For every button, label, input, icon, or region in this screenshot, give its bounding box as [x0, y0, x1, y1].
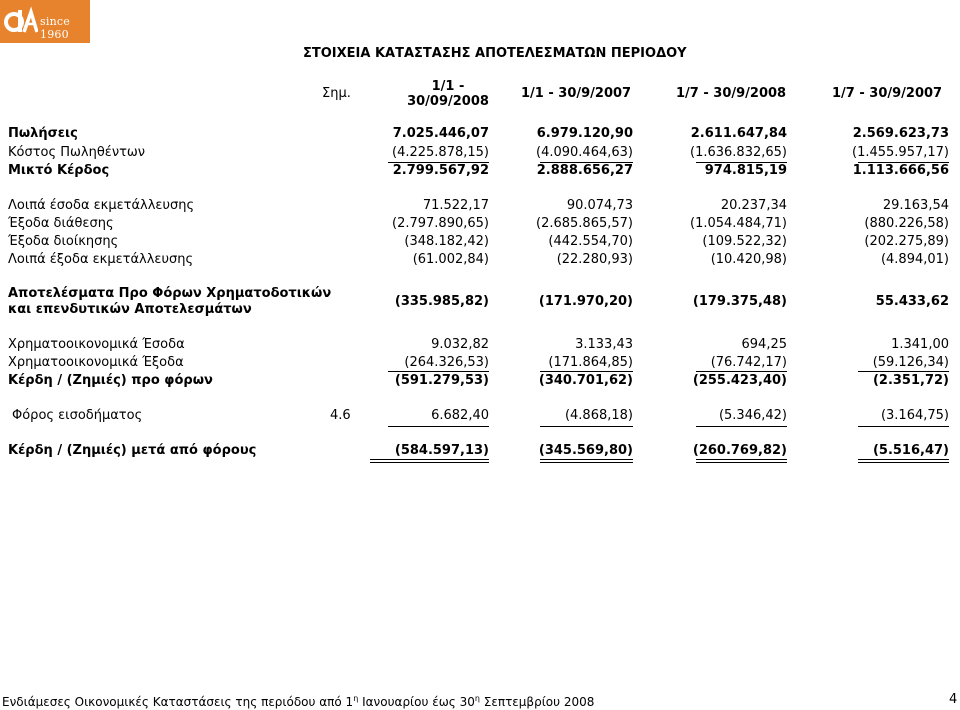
- row-label-operating-result: [8, 286, 331, 318]
- profit-before-tax-value-col1: (591.279,53): [394, 373, 489, 388]
- gross-profit-value-col4: 1.113.666,56: [852, 163, 949, 178]
- subtotal-rule: [388, 371, 489, 372]
- other-expenses-value-col4: (4.894,01): [880, 252, 949, 267]
- col1-header-line1: 1/1 -: [431, 79, 465, 94]
- cost-of-sales-value-col4: (1.455.957,17): [852, 145, 949, 160]
- total-double-rule: [540, 459, 633, 460]
- other-income-value-col2: 90.074,73: [566, 198, 633, 213]
- profit-after-tax-value-col4: (5.516,47): [872, 443, 949, 458]
- row-label-distribution: Έξοδα διάθεσης: [8, 216, 114, 231]
- operating-result-value-col3: (179.375,48): [692, 294, 787, 309]
- total-double-rule: [696, 462, 787, 463]
- subtotal-rule: [696, 371, 787, 372]
- administrative-value-col2: (442.554,70): [548, 234, 633, 249]
- gross-profit-value-col3: 974.815,19: [704, 163, 787, 178]
- col1-header: [388, 79, 508, 109]
- page-title: ΣΤΟΙΧΕΙΑ ΚΑΤΑΣΤΑΣΗΣ ΑΠΟΤΕΛΕΣΜΑΤΩΝ ΠΕΡΙΟΔΟΥ: [303, 46, 687, 61]
- page-number: 4: [949, 692, 958, 707]
- subtotal-rule: [858, 371, 949, 372]
- subtotal-rule: [540, 371, 633, 372]
- col4-header: 1/7 - 30/9/2007: [832, 86, 943, 101]
- finance-income-value-col2: 3.133,43: [575, 337, 633, 352]
- income-tax-note: 4.6: [330, 408, 351, 423]
- footer-sup2: η: [474, 694, 480, 703]
- income-tax-value-col1: 6.682,40: [431, 408, 489, 423]
- income-tax-value-col3: (5.346,42): [718, 408, 787, 423]
- note-column-header: Σημ.: [322, 86, 351, 101]
- finance-income-value-col1: 9.032,82: [431, 337, 489, 352]
- finance-expenses-value-col4: (59.126,34): [872, 355, 949, 370]
- operating-result-value-col4: 55.433,62: [875, 294, 949, 309]
- sales-value-col3: 2.611.647,84: [690, 126, 787, 141]
- row-label-other-expenses: Λοιπά έξοδα εκμετάλλευσης: [8, 252, 194, 267]
- col3-header: 1/7 - 30/9/2008: [676, 86, 787, 101]
- profit-before-tax-value-col4: (2.351,72): [872, 373, 949, 388]
- distribution-value-col2: (2.685.865,57): [536, 216, 633, 231]
- profit-after-tax-value-col2: (345.569,80): [538, 443, 633, 458]
- administrative-value-col3: (109.522,32): [702, 234, 787, 249]
- administrative-value-col4: (202.275,89): [864, 234, 949, 249]
- finance-expenses-value-col3: (76.742,17): [710, 355, 787, 370]
- row-label-profit-after-tax: Κέρδη / (Ζημιές) μετά από φόρους: [8, 443, 257, 458]
- distribution-value-col1: (2.797.890,65): [392, 216, 489, 231]
- subtotal-rule: [858, 426, 949, 427]
- other-expenses-value-col3: (10.420,98): [710, 252, 787, 267]
- row-label-sales: Πωλήσεις: [8, 126, 78, 141]
- operating-result-label-line2: και επενδυτικών Αποτελεσμάτων: [8, 302, 252, 317]
- gross-profit-value-col2: 2.888.656,27: [536, 163, 633, 178]
- footer-text-part2: Ιανουαρίου έως 30: [358, 695, 475, 709]
- operating-result-value-col2: (171.970,20): [538, 294, 633, 309]
- total-double-rule: [540, 462, 633, 463]
- footer-text-part3: Σεπτεμβρίου 2008: [479, 695, 595, 709]
- income-tax-value-col2: (4.868,18): [564, 408, 633, 423]
- sales-value-col2: 6.979.120,90: [536, 126, 633, 141]
- logo-mark-icon: [4, 6, 38, 36]
- row-label-finance-expenses: Χρηματοοικονομικά Έξοδα: [8, 355, 184, 370]
- page-footer: [2, 694, 594, 709]
- finance-expenses-value-col2: (171.864,85): [548, 355, 633, 370]
- operating-result-label-line1: Αποτελέσματα Προ Φόρων Χρηματοδοτικών: [8, 286, 332, 301]
- other-income-value-col4: 29.163,54: [882, 198, 949, 213]
- total-double-rule: [696, 459, 787, 460]
- row-label-income-tax: Φόρος εισοδήματος: [12, 408, 143, 423]
- total-double-rule: [370, 459, 489, 460]
- row-label-profit-before-tax: Κέρδη / (Ζημιές) προ φόρων: [8, 373, 213, 388]
- total-double-rule: [370, 462, 489, 463]
- company-logo: [0, 0, 90, 43]
- gross-profit-value-col1: 2.799.567,92: [392, 163, 489, 178]
- other-expenses-value-col1: (61.002,84): [412, 252, 489, 267]
- other-income-value-col3: 20.237,34: [720, 198, 787, 213]
- subtotal-rule: [696, 426, 787, 427]
- total-double-rule: [858, 459, 949, 460]
- cost-of-sales-value-col2: (4.090.464,63): [536, 145, 633, 160]
- row-label-finance-income: Χρηματοοικονομικά Έσοδα: [8, 337, 185, 352]
- profit-before-tax-value-col2: (340.701,62): [538, 373, 633, 388]
- profit-after-tax-value-col1: (584.597,13): [394, 443, 489, 458]
- footer-text-part1: Ενδιάμεσες Οικονομικές Καταστάσεις της περιόδου από 1: [2, 695, 354, 709]
- row-label-cost-of-sales: Κόστος Πωληθέντων: [8, 145, 146, 160]
- finance-income-value-col3: 694,25: [741, 337, 787, 352]
- finance-income-value-col4: 1.341,00: [891, 337, 949, 352]
- row-label-administrative: Έξοδα διοίκησης: [8, 234, 119, 249]
- administrative-value-col1: (348.182,42): [404, 234, 489, 249]
- finance-expenses-value-col1: (264.326,53): [404, 355, 489, 370]
- logo-since-text: since 1960: [40, 15, 70, 41]
- cost-of-sales-value-col1: (4.225.878,15): [392, 145, 489, 160]
- sales-value-col4: 2.569.623,73: [852, 126, 949, 141]
- other-income-value-col1: 71.522,17: [422, 198, 489, 213]
- operating-result-value-col1: (335.985,82): [394, 294, 489, 309]
- profit-after-tax-value-col3: (260.769,82): [692, 443, 787, 458]
- subtotal-rule: [388, 426, 489, 427]
- total-double-rule: [858, 462, 949, 463]
- sales-value-col1: 7.025.446,07: [392, 126, 489, 141]
- row-label-other-income: Λοιπά έσοδα εκμετάλλευσης: [8, 198, 195, 213]
- row-label-gross-profit: Μικτό Κέρδος: [8, 163, 110, 178]
- col2-header: 1/1 - 30/9/2007: [521, 86, 632, 101]
- distribution-value-col3: (1.054.484,71): [690, 216, 787, 231]
- cost-of-sales-value-col3: (1.636.832,65): [690, 145, 787, 160]
- profit-before-tax-value-col3: (255.423,40): [692, 373, 787, 388]
- distribution-value-col4: (880.226,58): [864, 216, 949, 231]
- col1-header-line2: 30/09/2008: [407, 94, 489, 109]
- subtotal-rule: [540, 426, 633, 427]
- footer-sup1: η: [353, 694, 359, 703]
- other-expenses-value-col2: (22.280,93): [556, 252, 633, 267]
- income-tax-value-col4: (3.164,75): [880, 408, 949, 423]
